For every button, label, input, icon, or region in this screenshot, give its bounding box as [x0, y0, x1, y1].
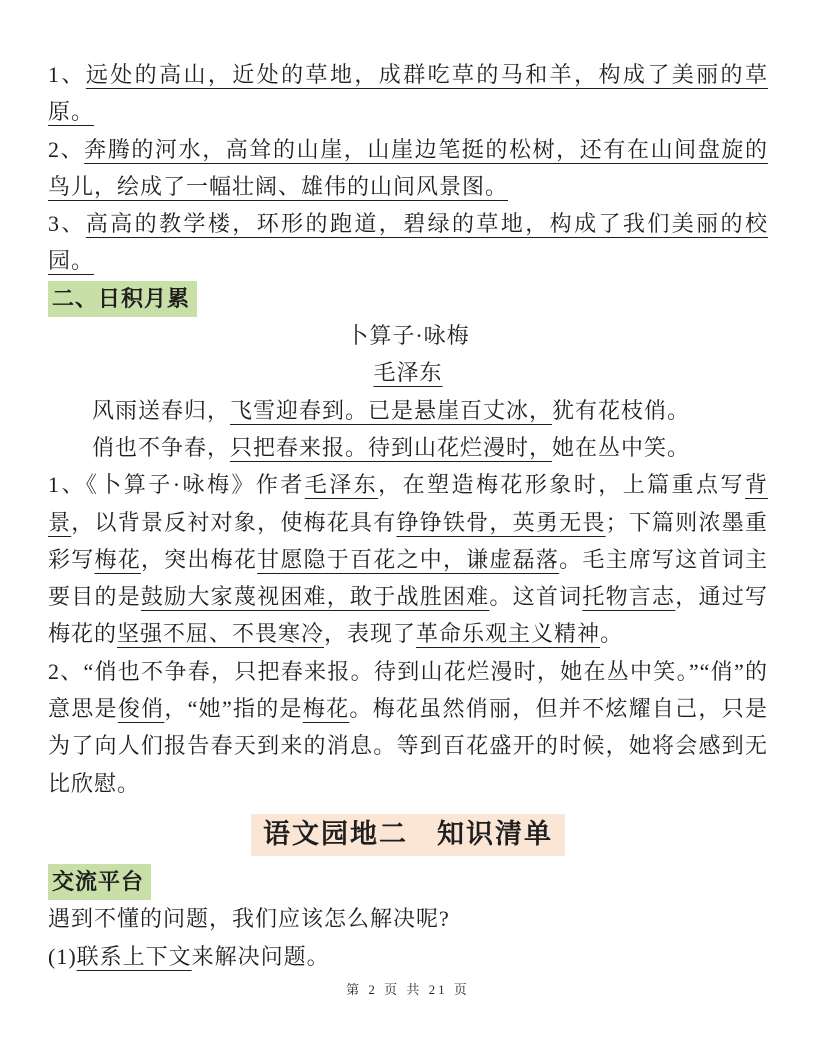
unit-title-label: 语文园地二 知识清单 [251, 814, 565, 856]
underlined-text: 高高的教学楼，环形的跑道，碧绿的草地，构成了我们美丽的校园。 [48, 211, 768, 274]
poem-author [48, 354, 768, 391]
plain-text: ，通过写梅花的 [48, 584, 768, 647]
plain-text: 3、 [48, 211, 86, 237]
underlined-text: 托物言志 [582, 584, 676, 610]
plain-text: 犹有花枝俏。 [552, 397, 691, 423]
poem-line-2 [48, 429, 768, 466]
plain-text: 她在丛中笑。 [552, 434, 691, 460]
unit-title [48, 811, 768, 858]
section-header-accumulation [48, 280, 768, 317]
plain-text: ，突出梅花 [140, 546, 258, 572]
plain-text: 来解决问题。 [191, 943, 330, 969]
underlined-text: 梅花 [302, 696, 350, 722]
analysis-item-2 [48, 653, 768, 802]
plain-text: 。这首词 [489, 584, 583, 610]
underlined-text: 背景 [48, 472, 768, 535]
underlined-text: 梅花 [94, 546, 141, 572]
analysis-item-1 [48, 466, 768, 652]
underlined-text: 飞雪迎春到。 [230, 397, 369, 423]
plain-text: 。 [600, 621, 624, 647]
question-line: 遇到不懂的问题，我们应该怎么解决呢? [48, 906, 450, 932]
underlined-text: 革命乐观主义精神 [416, 621, 601, 647]
poem-title: 卜算子·咏梅 [346, 323, 470, 349]
numbered-item-1 [48, 56, 768, 131]
plain-text: ，“她”指的是 [164, 696, 303, 722]
subsection-header-platform [48, 863, 768, 900]
plain-text: (1) [48, 943, 77, 969]
section-header-accumulation-label: 二、日积月累 [48, 281, 197, 317]
numbered-item-3 [48, 205, 768, 280]
underlined-text: 甘愿隐于百花之中，谦虚磊落 [257, 546, 560, 572]
underlined-text: 毛泽东 [304, 472, 379, 498]
underlined-text: 坚强不屈、不畏寒冷 [117, 621, 325, 647]
plain-text: ；下篇则浓墨重彩写 [48, 509, 768, 572]
underlined-text: 奔腾的河水，高耸的山崖，山崖边笔挺的松树，还有在山间盘旋的鸟儿，绘成了一幅壮阔、雄伟的山间风景图。 [48, 136, 768, 199]
underlined-text: 联系上下文 [76, 943, 192, 969]
poem-line-1 [48, 392, 768, 429]
underlined-text: 已是悬崖百丈冰， [368, 397, 553, 423]
plain-text: ，以背景反衬对象，使梅花具有 [71, 509, 397, 535]
plain-text: 。毛主席写这首词主要目的是 [48, 546, 768, 610]
plain-text: 1、 [48, 62, 86, 87]
underlined-text: 待到山花烂漫时， [368, 434, 553, 460]
plain-text: ，表现了 [324, 621, 417, 647]
numbered-item-2 [48, 131, 768, 206]
underlined-text: 铮铮铁骨，英勇无畏 [396, 509, 606, 535]
subsection-header-platform-label: 交流平台 [48, 864, 151, 900]
plain-text: 俏也不争春， [92, 434, 231, 460]
underlined-text: 远处的高山，近处的草地，成群吃草的马和羊，构成了美丽的草原。 [48, 62, 768, 125]
plain-text: 风雨送春归， [92, 397, 231, 423]
plain-text: 2、“俏也不争春，只把春来报。待到山花烂漫时，她在丛中笑。”“俏”的意思是 [48, 658, 768, 722]
page-number-footer: 第 2 页 共 21 页 [346, 981, 470, 997]
underlined-text: 鼓励大家蔑视困难，敢于战胜困难 [140, 584, 490, 610]
underlined-text: 只把春来报。 [230, 434, 369, 460]
underlined-text: 俊俏 [117, 696, 165, 722]
point-item-1 [48, 938, 768, 975]
plain-text: 。梅花虽然俏丽，但并不炫耀自己，只是为了向人们报告春天到来的消息。等到百花盛开的时候，她将会感到无比欣慰。 [48, 696, 768, 796]
poem-author-name: 毛泽东 [373, 360, 443, 386]
plain-text: 1、《卜算子·咏梅》作者 [48, 472, 305, 498]
plain-text: 2、 [48, 136, 85, 162]
plain-text: ，在塑造梅花形象时，上篇重点写 [378, 472, 745, 498]
